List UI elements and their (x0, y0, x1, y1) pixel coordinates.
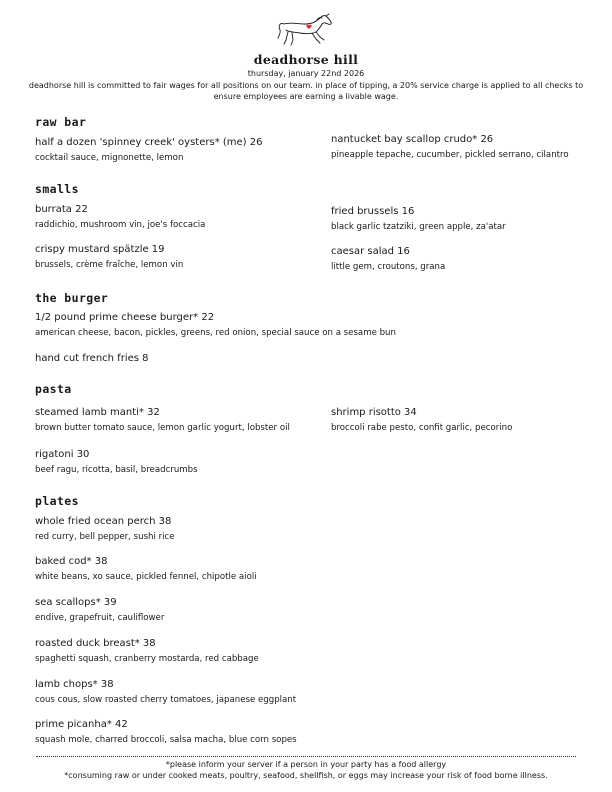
menu-item (35, 555, 257, 582)
divider (36, 756, 576, 757)
item-description: squash mole, charred broccoli, salsa macha, blue corn sopes (35, 735, 297, 745)
menu-item (35, 203, 205, 230)
section-heading-raw-bar: raw bar (35, 115, 87, 129)
item-name: roasted duck breast* 38 (35, 638, 156, 649)
item-name: hand cut french fries 8 (35, 353, 149, 364)
item-name: whole fried ocean perch 38 (35, 516, 172, 527)
raw-food-warning: *consuming raw or under cooked meats, poultry, seafood, shellfish, or eggs may increase your risk of food borne illness. (64, 771, 548, 780)
item-name: nantucket bay scallop crudo* 26 (331, 134, 494, 145)
item-description: american cheese, bacon, pickles, greens, red onion, special sauce on a sesame bun (35, 328, 396, 338)
item-name: rigatoni 30 (35, 449, 90, 460)
menu-item (35, 448, 198, 475)
item-description: brown butter tomato sauce, lemon garlic yogurt, lobster oil (35, 423, 290, 433)
item-name: shrimp risotto 34 (331, 407, 417, 418)
item-name: 1/2 pound prime cheese burger* 22 (35, 312, 215, 323)
item-name: crispy mustard spätzle 19 (35, 244, 165, 255)
item-description: pineapple tepache, cucumber, pickled serrano, cilantro (331, 150, 569, 160)
menu-item (331, 406, 512, 433)
item-description: broccoli rabe pesto, confit garlic, pecorino (331, 423, 513, 433)
item-name: fried brussels 16 (331, 206, 415, 217)
menu-item (35, 515, 175, 542)
menu-item (35, 678, 296, 705)
section-heading-burger: the burger (35, 291, 109, 305)
menu-item (35, 136, 262, 163)
section-heading-pasta: pasta (35, 382, 72, 396)
item-description: brussels, crème fraîche, lemon vin (35, 260, 184, 270)
item-description: red curry, bell pepper, sushi rice (35, 532, 175, 542)
item-description: cous cous, slow roasted cherry tomatoes, japanese eggplant (35, 695, 297, 705)
item-description: little gem, croutons, grana (331, 262, 446, 272)
item-name: sea scallops* 39 (35, 597, 117, 608)
menu-item (35, 406, 290, 433)
item-description: raddichio, mushroom vin, joe's foccacia (35, 220, 206, 230)
menu-item (35, 352, 149, 366)
item-name: steamed lamb manti* 32 (35, 407, 160, 418)
menu-date: thursday, january 22nd 2026 (247, 69, 365, 78)
menu-item (331, 205, 506, 232)
restaurant-title: deadhorse hill (253, 52, 359, 67)
item-name: prime picanha* 42 (35, 719, 128, 730)
menu-item (35, 243, 183, 270)
horse-icon (276, 12, 336, 48)
item-name: half a dozen 'spinney creek' oysters* (me) 26 (35, 137, 263, 148)
item-name: burrata 22 (35, 204, 88, 215)
item-name: lamb chops* 38 (35, 679, 114, 690)
item-description: black garlic tzatziki, green apple, za'atar (331, 222, 506, 232)
item-description: endive, grapefruit, cauliflower (35, 613, 165, 623)
section-heading-smalls: smalls (35, 182, 79, 196)
menu-item (35, 311, 396, 338)
allergy-notice: *please inform your server if a person in your party has a food allergy (165, 760, 447, 769)
item-description: beef ragu, ricotta, basil, breadcrumbs (35, 465, 198, 475)
menu-item (35, 596, 164, 623)
menu-item (331, 133, 569, 160)
section-heading-plates: plates (35, 494, 79, 508)
menu-item (35, 718, 297, 745)
item-description: spaghetti squash, cranberry mostarda, red cabbage (35, 654, 259, 664)
menu-item (331, 245, 445, 272)
item-description: cocktail sauce, mignonette, lemon (35, 153, 184, 163)
item-description: white beans, xo sauce, pickled fennel, chipotle aioli (35, 572, 257, 582)
menu-item (35, 637, 259, 664)
item-name: caesar salad 16 (331, 246, 410, 257)
service-charge-notice: deadhorse hill is committed to fair wages for all positions on our team. in place of tipping, a 20% service charge is applied to all checks to ensure employees are earning a livable wage. (28, 81, 584, 101)
item-name: baked cod* 38 (35, 556, 108, 567)
